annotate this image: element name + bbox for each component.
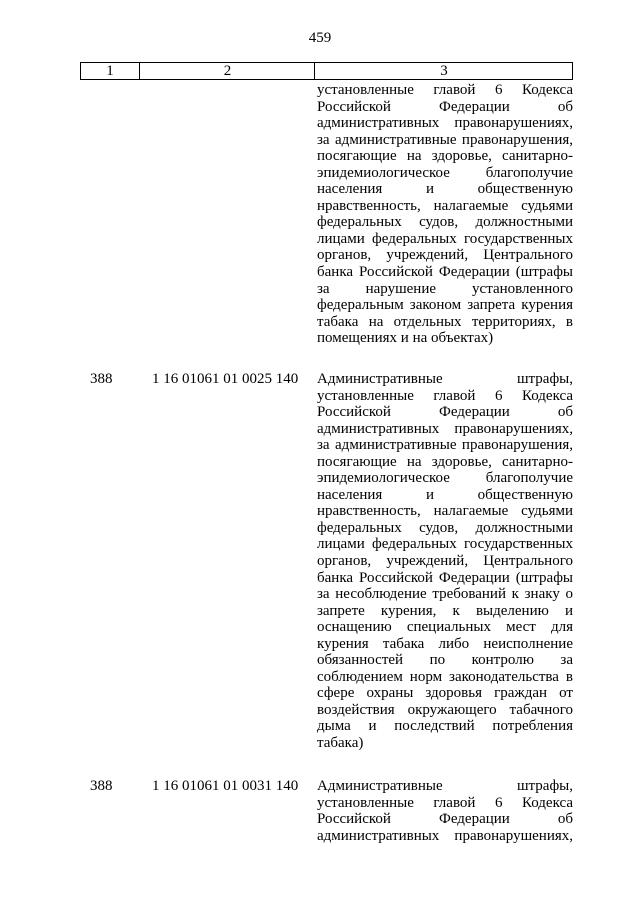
- text-line: помещениях и на объектах): [317, 330, 494, 347]
- text-line: банка Российской Федерации (штрафы: [317, 569, 573, 586]
- text-line: оснащению специальных мест для: [317, 619, 573, 636]
- row-description: [317, 778, 573, 844]
- text-line: Российской Федерации об: [317, 811, 573, 828]
- text-line: табака на отдельных территориях, в: [317, 313, 573, 330]
- continuation-description: [317, 82, 573, 347]
- column-header-3: 3: [314, 63, 573, 79]
- text-line: банка Российской Федерации (штрафы: [317, 264, 573, 281]
- text-line: посягающие на здоровье, санитарно-: [317, 453, 573, 470]
- text-line: обязанностей по контролю за: [317, 652, 573, 669]
- text-line: установленные главой 6 Кодекса: [317, 387, 573, 404]
- text-line: дыма и последствий потребления: [317, 718, 573, 735]
- text-line: населения и общественную: [317, 486, 573, 503]
- column-header-2: 2: [139, 63, 315, 79]
- text-line: курения табака либо неисполнение: [317, 635, 573, 652]
- text-line: табака): [317, 735, 364, 752]
- page-number: 459: [308, 30, 332, 46]
- text-line: Административные штрафы,: [317, 371, 573, 387]
- text-line: за нарушение установленного: [317, 280, 573, 297]
- text-line: административных правонарушениях,: [317, 115, 573, 132]
- text-line: нравственность, налагаемые судьями: [317, 197, 573, 214]
- text-line: за несоблюдение требований к знаку о: [317, 586, 573, 603]
- row-number: 388: [90, 778, 113, 794]
- text-line: сфере охраны здоровья граждан от: [317, 685, 573, 702]
- text-line: установленные главой 6 Кодекса: [317, 794, 573, 811]
- text-line: эпидемиологическое благополучие: [317, 470, 573, 487]
- row-number: 388: [90, 371, 113, 387]
- text-line: Административные штрафы,: [317, 778, 573, 794]
- text-line: федеральным законом запрета курения: [317, 297, 573, 314]
- text-line: лицами федеральных государственных: [317, 536, 573, 553]
- text-line: Российской Федерации об: [317, 98, 573, 115]
- text-line: населения и общественную: [317, 181, 573, 198]
- text-line: Российской Федерации об: [317, 404, 573, 421]
- row-description: [317, 371, 573, 752]
- table-header: [80, 62, 573, 80]
- budget-code: 1 16 01061 01 0025 140: [152, 371, 299, 387]
- text-line: нравственность, налагаемые судьями: [317, 503, 573, 520]
- text-line: лицами федеральных государственных: [317, 230, 573, 247]
- text-line: административных правонарушениях,: [317, 420, 573, 437]
- text-line: административных правонарушениях,: [317, 827, 573, 844]
- text-line: органов, учреждений, Центрального: [317, 247, 573, 264]
- text-line: федеральных судов, должностными: [317, 214, 573, 231]
- text-line: эпидемиологическое благополучие: [317, 164, 573, 181]
- text-line: федеральных судов, должностными: [317, 519, 573, 536]
- text-line: органов, учреждений, Центрального: [317, 553, 573, 570]
- text-line: соблюдением норм законодательства в: [317, 668, 573, 685]
- text-line: установленные главой 6 Кодекса: [317, 82, 573, 98]
- column-header-1: 1: [106, 63, 114, 79]
- text-line: воздействия окружающего табачного: [317, 701, 573, 718]
- text-line: за административные правонарушения,: [317, 131, 573, 148]
- text-line: за административные правонарушения,: [317, 437, 573, 454]
- text-line: посягающие на здоровье, санитарно-: [317, 148, 573, 165]
- budget-code: 1 16 01061 01 0031 140: [152, 778, 299, 794]
- text-line: запрете курения, к выделению и: [317, 602, 573, 619]
